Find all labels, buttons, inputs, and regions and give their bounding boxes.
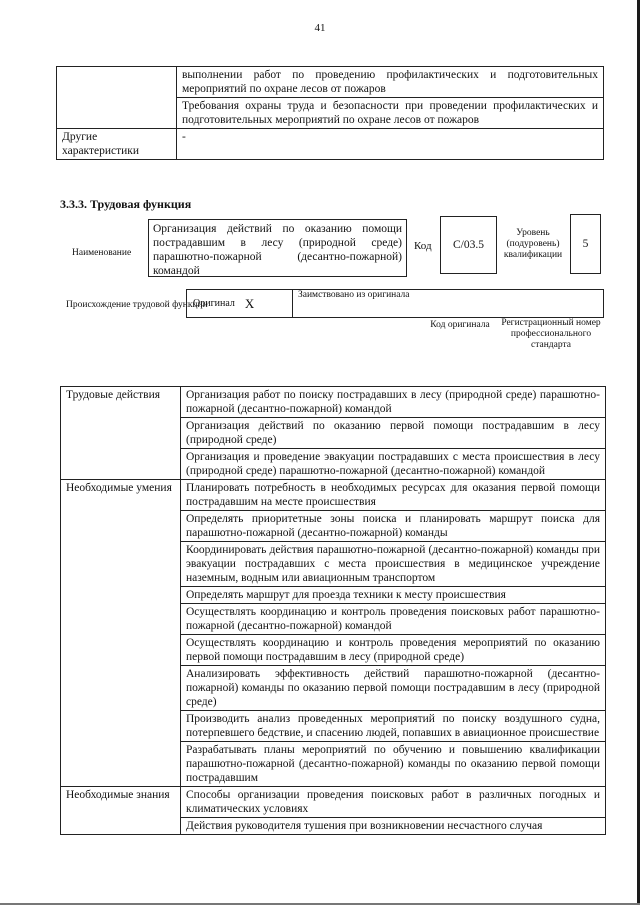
original-mark: X bbox=[244, 295, 255, 311]
qualification-level-label: Уровень (подуровень) квалификации bbox=[503, 228, 563, 260]
labor-function-table bbox=[60, 386, 606, 835]
code-label: Код bbox=[414, 240, 432, 252]
qualification-level-box: 5 bbox=[570, 214, 601, 274]
page-number: 41 bbox=[314, 22, 326, 34]
row-text: - bbox=[177, 129, 604, 160]
item-text: Осуществлять координацию и контроль проведения мероприятий по оказанию первой помощи пострадавшим в лесу (природной среде) bbox=[181, 635, 606, 666]
row-label: Другие характеристики bbox=[57, 129, 177, 160]
row-label bbox=[57, 67, 177, 129]
origin-code-caption: Код оригинала bbox=[430, 320, 490, 330]
item-text: Организация и проведение эвакуации пострадавших с места происшествия в лесу (природной среде) парашютно-пожарной (десантно-пожарной) командой bbox=[181, 449, 606, 480]
item-text: Анализировать эффективность действий парашютно-пожарной (десантно-пожарной) команды по оказанию первой помощи пострадавшим в лесу (природной среде) bbox=[181, 666, 606, 711]
continued-table bbox=[56, 66, 604, 160]
group-label: Необходимые умения bbox=[61, 480, 181, 787]
item-text: Организация работ по поиску пострадавших в лесу (природной среде) парашютно-пожарной (десантно-пожарной) командой bbox=[181, 387, 606, 418]
row-text: выполнении работ по проведению профилактических и подготовительных мероприятий по охране лесов от пожаров bbox=[177, 67, 604, 98]
origin-label: Происхождение трудовой функции bbox=[66, 300, 208, 310]
item-text: Определять приоритетные зоны поиска и планировать маршрут поиска для парашютно-пожарной (десантно-пожарной) команды bbox=[181, 511, 606, 542]
item-text: Разрабатывать планы мероприятий по обучению и повышению квалификации парашютно-пожарной (десантно-пожарной) команды по оказанию первой помощи пострадавшим bbox=[181, 742, 606, 787]
item-text: Осуществлять координацию и контроль проведения поисковых работ парашютно-пожарной (десантно-пожарной) командой bbox=[181, 604, 606, 635]
original-label: Оригинал bbox=[193, 298, 235, 309]
table-row bbox=[61, 787, 606, 818]
table-row bbox=[61, 480, 606, 511]
row-text: Требования охраны труда и безопасности при проведении профилактических и подготовительных мероприятий по охране лесов от пожаров bbox=[177, 98, 604, 129]
group-label: Трудовые действия bbox=[61, 387, 181, 480]
item-text: Производить анализ проведенных мероприятий по поиску воздушного судна, потерпевшего бедствие, и спасению людей, попавших в авиационное происшествие bbox=[181, 711, 606, 742]
table-row bbox=[57, 129, 604, 160]
item-text: Организация действий по оказанию первой помощи пострадавшим в лесу (природной среде) bbox=[181, 418, 606, 449]
item-text: Способы организации проведения поисковых работ в различных погодных и климатических условиях bbox=[181, 787, 606, 818]
item-text: Координировать действия парашютно-пожарной (десантно-пожарной) команды при эвакуации пострадавших с места происшествия в медицинское учреждение наземным, водным или авиационным транспортом bbox=[181, 542, 606, 587]
group-label: Необходимые знания bbox=[61, 787, 181, 835]
original-cell bbox=[187, 290, 291, 317]
item-text: Определять маршрут для проезда техники к месту происшествия bbox=[181, 587, 606, 604]
borrowed-label: Заимствовано из оригинала bbox=[292, 290, 420, 317]
name-label: Наименование bbox=[72, 248, 132, 258]
function-name-box: Организация действий по оказанию помощи пострадавшим в лесу (природной среде) парашютно-пожарной (десантно-пожарной) командой bbox=[148, 219, 407, 277]
table-row bbox=[57, 67, 604, 98]
section-heading: 3.3.3. Трудовая функция bbox=[60, 197, 192, 211]
code-box: C/03.5 bbox=[440, 216, 497, 274]
reg-number-caption: Регистрационный номер профессионального стандарта bbox=[501, 318, 601, 350]
item-text: Планировать потребность в необходимых ресурсах для оказания первой помощи пострадавшим на месте происшествия bbox=[181, 480, 606, 511]
item-text: Действия руководителя тушения при возникновении несчастного случая bbox=[181, 818, 606, 835]
table-row bbox=[61, 387, 606, 418]
